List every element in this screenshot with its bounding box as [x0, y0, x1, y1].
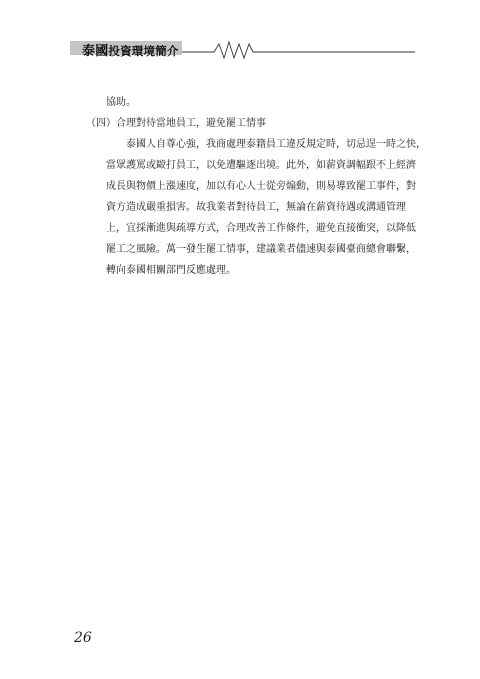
header-title-country: 泰國: [82, 44, 109, 59]
header-pulse-line: [182, 38, 415, 60]
paragraph-line: 上，宜採漸進與疏導方式，合理改善工作條件，避免直接衝突，以降低: [106, 223, 416, 234]
page-number: 26: [74, 630, 92, 646]
paragraph-line: 轉向泰國相關部門反應處理。: [106, 265, 236, 276]
paragraph-line: 當眾護罵或毆打員工，以免遭驅逐出境。此外，如薪資調幅跟不上經濟: [106, 160, 416, 171]
paragraph-line: 資方造成嚴重損害。故我業者對待員工，無論在薪資待遇或溝通管理: [106, 202, 406, 213]
page-body: [82, 92, 426, 281]
paragraph-line: 罷工之風險。萬一發生罷工情事，建議業者儘速與泰國臺商總會聯繫，: [106, 244, 416, 255]
header-title-subtitle: 投資環境簡介: [108, 44, 179, 58]
running-header: [70, 38, 415, 60]
continuation-text: 協助。: [106, 97, 136, 108]
paragraph-line: 成長與物價上漲速度，加以有心人士從旁煽動，則易導致罷工事件，對: [106, 181, 416, 192]
section-item-title: （四）合理對待當地員工，避免罷工情事: [86, 118, 266, 129]
paragraph-line: 泰國人自尊心強，我商處理泰籍員工違反規定時，切忌逞一時之快，: [126, 139, 426, 150]
body-paragraph: [82, 134, 426, 281]
running-header-title: [82, 40, 179, 59]
